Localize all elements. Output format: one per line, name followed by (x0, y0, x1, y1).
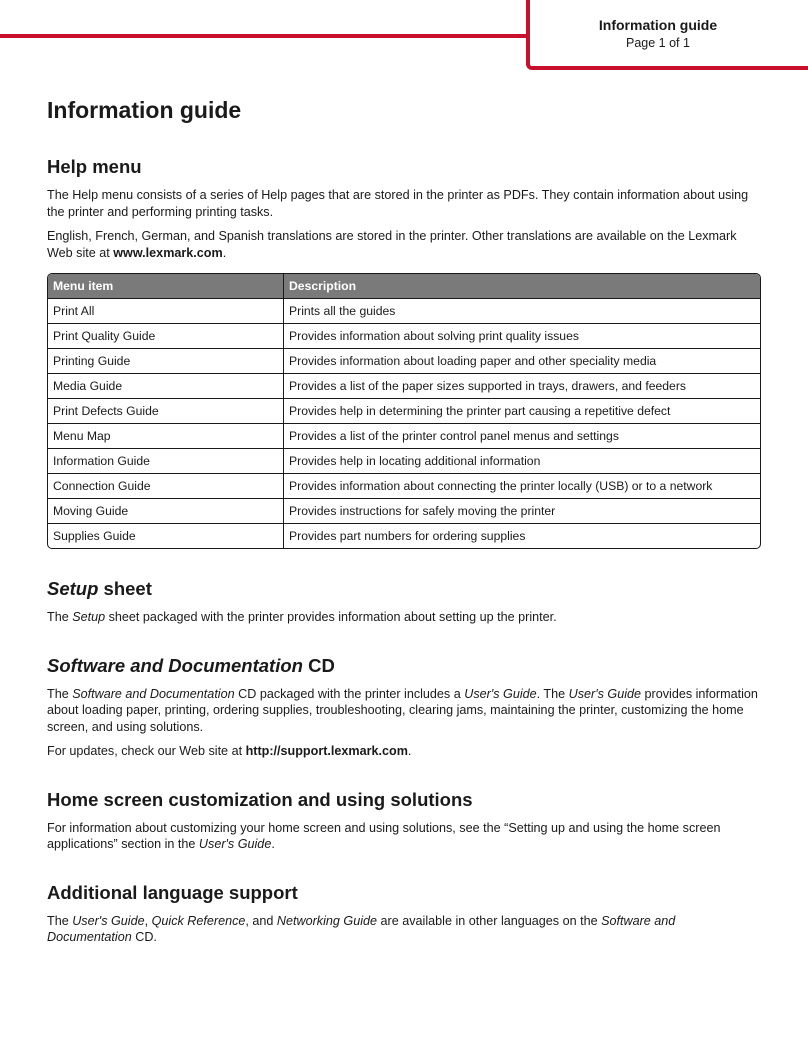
description-cell: Provides information about solving print quality issues (284, 324, 760, 349)
help-menu-para1: The Help menu consists of a series of Help pages that are stored in the printer as PDFs. They contain information about using the printer and performing printing tasks. (47, 188, 749, 219)
language-para: The User's Guide, Quick Reference, and Networking Guide are available in other languages on the Software and Documentation CD. (47, 913, 676, 944)
description-cell: Provides a list of the paper sizes supported in trays, drawers, and feeders (284, 374, 760, 399)
table-row (48, 324, 760, 349)
language-heading: Additional language support (47, 881, 298, 903)
help-menu-heading: Help menu (47, 156, 142, 177)
menu-item-cell: Print All (48, 299, 284, 324)
software-para2: For updates, check our Web site at http://support.lexmark.com. (47, 744, 412, 758)
table-row (48, 474, 760, 499)
software-heading: Software and Documentation CD (47, 654, 335, 676)
support-link[interactable]: http://support.lexmark.com (245, 744, 408, 758)
table-row (48, 349, 760, 374)
description-cell: Provides information about connecting the printer locally (USB) or to a network (284, 474, 760, 499)
menu-item-cell: Print Quality Guide (48, 324, 284, 349)
table-row (48, 424, 760, 449)
home-screen-para: For information about customizing your home screen and using solutions, see the “Setting up and using the home screen applications” section in the User's Guide. (47, 820, 721, 851)
description-cell: Provides part numbers for ordering supplies (289, 529, 526, 543)
header-box (526, 0, 808, 70)
document-body (47, 95, 761, 954)
lexmark-link[interactable]: www.lexmark.com (113, 245, 223, 260)
table-row (48, 524, 760, 548)
table-row (48, 374, 760, 399)
table-row (48, 499, 760, 524)
header-rule (0, 34, 530, 38)
table-row (48, 299, 760, 324)
page-title: Information guide (47, 97, 242, 123)
menu-item-cell: Menu Map (48, 424, 284, 449)
col-header-menu-item: Menu item (48, 274, 284, 299)
menu-item-cell: Printing Guide (48, 349, 284, 374)
description-cell: Provides help in locating additional information (284, 449, 760, 474)
header-title: Information guide (598, 17, 718, 33)
help-menu-para2: English, French, German, and Spanish translations are stored in the printer. Other translations are available on the Lexmark Web site at www.lexmark.com. (47, 229, 737, 260)
setup-heading: Setup sheet (47, 578, 152, 599)
menu-item-cell: Print Defects Guide (48, 399, 284, 424)
header-page-number: Page 1 of 1 (626, 36, 690, 50)
description-cell: Provides information about loading paper and other speciality media (284, 349, 760, 374)
menu-item-cell: Information Guide (48, 449, 284, 474)
table-row (48, 449, 760, 474)
menu-item-cell: Media Guide (48, 374, 284, 399)
col-header-description: Description (284, 274, 760, 299)
table-row (48, 399, 760, 424)
software-para1: The Software and Documentation CD packaged with the printer includes a User's Guide. The User's Guide provides information about loading paper, printing, ordering supplies, troubleshooting, clearing jams, maintaining the printer, customizing the home screen, and using solutions. (47, 686, 758, 734)
menu-item-cell: Supplies Guide (48, 524, 284, 548)
description-cell: Provides help in determining the printer part causing a repetitive defect (284, 399, 760, 424)
setup-para: The Setup sheet packaged with the printer provides information about setting up the printer. (47, 610, 557, 624)
home-screen-heading: Home screen customization and using solutions (47, 788, 473, 810)
description-cell: Provides instructions for safely moving the printer (284, 499, 760, 524)
menu-item-cell: Connection Guide (48, 474, 284, 499)
description-cell: Provides a list of the printer control panel menus and settings (284, 424, 760, 449)
help-menu-table (47, 273, 761, 549)
description-cell: Prints all the guides (284, 299, 760, 324)
menu-item-cell: Moving Guide (48, 499, 284, 524)
table-header-row (48, 274, 760, 299)
